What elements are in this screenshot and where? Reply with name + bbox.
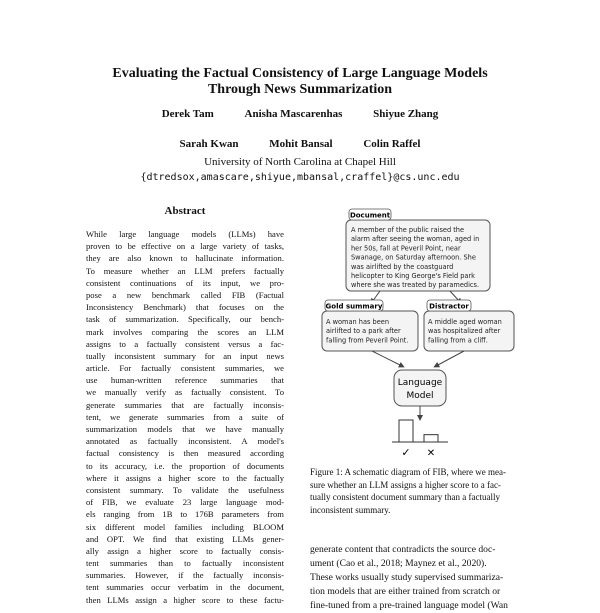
cross-icon: ✕ <box>426 448 436 459</box>
figure-text-line: was airlifted by the coastguard <box>351 262 454 271</box>
figure-text-line: falling from a cliff. <box>428 336 488 345</box>
figure-text-line: airlifted to a park after <box>326 327 401 336</box>
text-line: to its accuracy, i.e. the proportion of documents <box>86 460 284 471</box>
author: Sarah Kwan <box>179 138 239 150</box>
author-emails: {dtredsox,amascare,shiyue,mbansal,craffel}@cs.unc.edu <box>140 172 460 183</box>
text-line: pose a new benchmark called FIB (Factual <box>86 289 284 300</box>
text-line: mark involves comparing the scores an LLM <box>86 326 284 337</box>
text-line: tually inconsistent summary for an input news <box>86 350 284 361</box>
text-line: inconsistent summary. <box>310 504 391 515</box>
text-line: assigns to a factually consistent versus a fac- <box>86 338 284 349</box>
abstract-heading: Abstract <box>164 205 206 217</box>
text-line: consistent continuations of its input, we pro- <box>86 277 284 288</box>
figure-text-line: helicopter to King George's Field park <box>351 272 475 280</box>
text-line: tually consistent document summary than a factually <box>310 492 500 502</box>
paper-title-line-2: Through News Summarization <box>207 82 393 97</box>
affiliation: University of North Carolina at Chapel Hill <box>204 156 396 168</box>
text-line: consistent summary. To validate the usefulness <box>86 484 284 495</box>
text-line: generate summaries that are factually inconsis- <box>86 399 284 410</box>
text-line: use human-written reference summaries that <box>86 375 284 386</box>
text-line: sure whether an LLM assigns a higher score to a fac- <box>310 479 501 490</box>
text-line: we manually verify as factually consistent. To <box>86 387 284 398</box>
text-line: generate content that contradicts the source doc- <box>310 544 496 555</box>
text-line: tion models that are either trained from scratch or <box>310 586 501 597</box>
text-line: they are also known to hallucinate information. <box>86 253 284 264</box>
document-label: Document <box>349 211 391 220</box>
text-line: Figure 1: A schematic diagram of FIB, where we mea- <box>310 467 506 477</box>
figure-text-line: Swanage, on Saturday afternoon. She <box>351 253 476 262</box>
text-line: ument (Cao et al., 2018; Maynez et al., 2020). <box>310 558 487 569</box>
text-line: then LLMs assign a higher score to these factu- <box>86 594 284 605</box>
text-line: These works usually study supervised summariza- <box>310 572 504 583</box>
author: Colin Raffel <box>363 138 421 150</box>
arrow-gold-to-lm <box>372 351 402 366</box>
body-text <box>310 543 526 613</box>
score-bar-gold <box>399 420 413 442</box>
author: Shiyue Zhang <box>373 108 439 120</box>
figure-text-line: where she was treated by paramedics. <box>351 281 480 290</box>
document-text <box>351 226 479 289</box>
figure-caption <box>310 466 526 516</box>
language-model-label-2: Model <box>406 391 434 401</box>
score-bar-distractor <box>424 435 438 442</box>
text-line: and OPT. We find that existing LLMs gener- <box>86 533 284 544</box>
paper-title-line-1: Evaluating the Factual Consistency of Large Language Models <box>112 66 488 81</box>
text-line: els ranging from 1B to 176B parameters from <box>86 509 284 520</box>
text-line: ally assign a higher score to factually consis- <box>86 545 284 556</box>
text-line: annotated as factually inconsistent. A model's <box>86 436 284 447</box>
check-icon: ✓ <box>401 446 411 459</box>
score-bars <box>399 420 438 442</box>
text-line: proven to be effective on a large variety of tasks, <box>86 241 284 252</box>
arrow-distractor-to-lm <box>436 351 464 366</box>
text-line: While large language models (LLMs) have <box>86 229 284 239</box>
text-line: tent summaries occur verbatim in the document, <box>86 582 284 593</box>
figure-text-line: alarm after seeing the woman, aged in <box>351 235 480 244</box>
author: Mohit Bansal <box>269 138 333 150</box>
language-model-label-1: Language <box>397 378 443 388</box>
figure-text-line: her 50s, fall at Peveril Point, near <box>351 244 461 253</box>
text-line: summaries. However, if the factually inconsis- <box>86 570 284 581</box>
text-line: six different model families including BLOOM <box>86 521 284 532</box>
text-line: where it assigns a higher score to the factually <box>86 472 284 483</box>
text-line: tent summaries than to factually inconsistent <box>86 558 284 569</box>
figure-text-line: A member of the public raised the <box>351 226 465 234</box>
text-line: fine-tuned from a pre-trained language model (Wan <box>310 600 508 611</box>
figure-text-line: A woman has been <box>326 318 390 326</box>
text-line: article. For factually consistent summaries, we <box>86 363 284 374</box>
distractor-label: Distractor <box>429 302 469 311</box>
text-line: tent, we generate summaries from a suite of <box>86 411 284 422</box>
author: Anisha Mascarenhas <box>244 108 343 120</box>
text-line: Inconsistency Benchmark) that focuses on the <box>86 302 284 313</box>
text-line: task of summarization. Specifically, our bench- <box>86 314 284 325</box>
text-line: To measure whether an LLM prefers factually <box>86 265 284 276</box>
figure-text-line: was hospitalized after <box>428 327 501 336</box>
text-line: of FIB, we evaluate 23 large language mod- <box>86 497 284 508</box>
figure-text-line: A middle aged woman <box>428 318 502 326</box>
text-line: factual consistency is then measured according <box>86 448 284 459</box>
text-line: summarization models that we have manually <box>86 424 284 434</box>
figure-text-line: falling from Peveril Point. <box>326 336 409 345</box>
author: Derek Tam <box>161 108 214 120</box>
gold-summary-label: Gold summary <box>325 302 383 311</box>
